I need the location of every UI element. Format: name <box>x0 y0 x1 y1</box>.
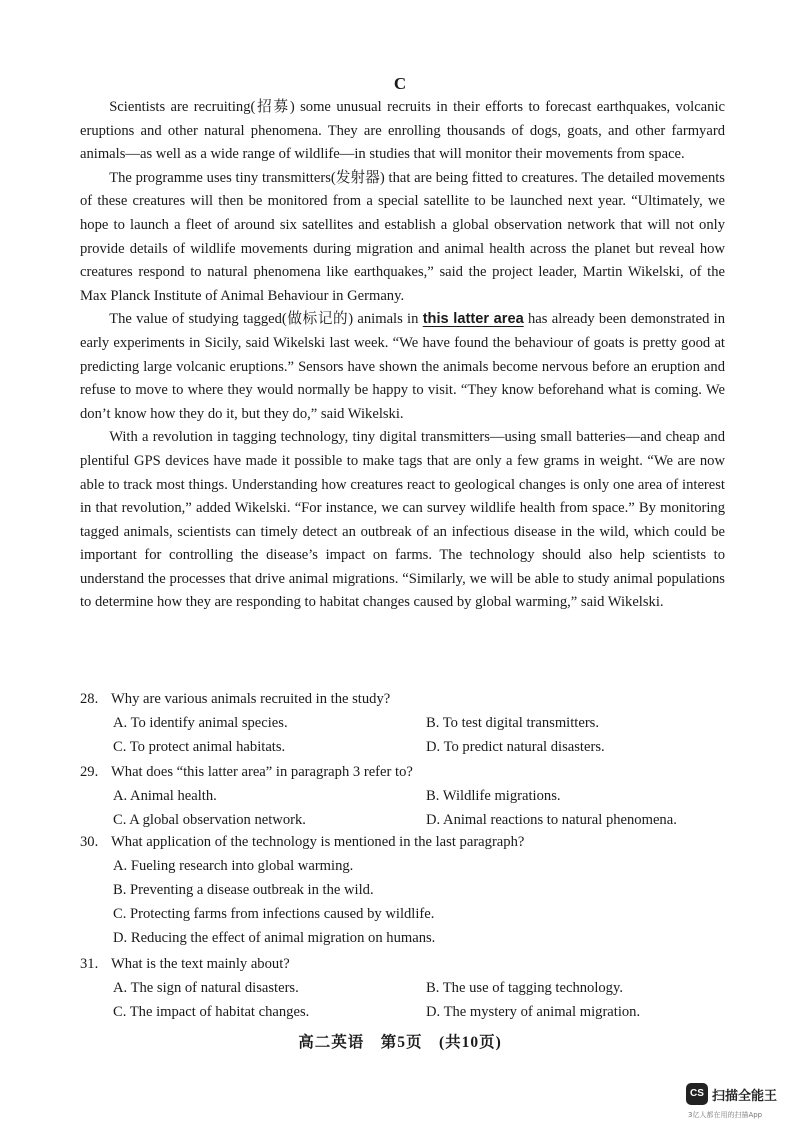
paragraph-3 <box>80 308 725 426</box>
option-c[interactable]: C. Protecting farms from infections caused by wildlife. <box>113 906 435 922</box>
option-d[interactable]: D. Animal reactions to natural phenomena. <box>426 812 677 828</box>
option-d[interactable]: D. The mystery of animal migration. <box>426 1004 641 1020</box>
paragraph-4: With a revolution in tagging technology, tiny digital transmitters—using small batteries—and cheap and plentiful GPS devices have made it possible to make tags that are only a few grams in weight. “We are now able to track most things. Understanding how creatures react to geological changes is only one area of interest in that revolution,” added Wikelski. “For instance, we can survey wildlife health from space.” By monitoring tagged animals, scientists can timely detect an outbreak of an infectious disease in the wild, which could be important for controlling the disease’s impact on farms. The technology should also help scientists to understand the processes that drive animal migrations. “Similarly, we will be able to study animal populations to determine how they are responding to habitat changes caused by global warming,” said Wikelski. <box>80 429 725 611</box>
option-c[interactable]: C. The impact of habitat changes. <box>113 1004 310 1020</box>
watermark-app-name: 扫描全能王 <box>712 1089 778 1104</box>
question-number: 31. <box>80 956 99 972</box>
option-d[interactable]: D. Reducing the effect of animal migration on humans. <box>113 930 436 946</box>
option-b[interactable]: B. Wildlife migrations. <box>426 788 561 804</box>
paragraph-3-after: has already been demonstrated in early experiments in Sicily, said Wikelski last week. “We have found the behaviour of goats is pretty good at predicting large volcanic eruptions.” Sensors have shown the animals become nervous before an eruption and refuse to move to where they would normally be happy to visit. “They know beforehand what is coming. We don’t know how they do it, but they do,” said Wikelski. <box>80 311 725 422</box>
paragraph-1: Scientists are recruiting(招募) some unusual recruits in their efforts to forecast earthquakes, volcanic eruptions and other natural phenomena. They are enrolling thousands of dogs, goats, and other farmyard animals—as well as a wide range of wildlife—in studies that will monitor their movements from space. <box>80 99 725 163</box>
scanner-watermark <box>686 1083 796 1123</box>
question-stem <box>80 830 730 854</box>
reading-passage <box>80 96 725 615</box>
option-c[interactable]: C. To protect animal habitats. <box>113 739 286 755</box>
question-stem <box>80 687 730 711</box>
option-a[interactable]: A. Animal health. <box>113 788 217 804</box>
question-stem <box>80 760 730 784</box>
question-number: 28. <box>80 691 99 707</box>
paragraph-2: The programme uses tiny transmitters(发射器) that are being fitted to creatures. The detailed movements of these creatures will then be monitored from a special satellite to be launched next year. “Ultimately, we hope to launch a fleet of around six satellites and establish a global observation network that will not only provide details of wildlife movements during migration and animal health across the planet but reveal how creatures respond to natural phenomena like earthquakes,” said the project leader, Martin Wikelski, of the Max Planck Institute of Animal Behaviour in Germany. <box>80 169 725 304</box>
camscanner-logo-icon: CS <box>686 1083 708 1105</box>
option-b[interactable]: B. Preventing a disease outbreak in the wild. <box>113 882 374 898</box>
option-a[interactable]: A. Fueling research into global warming. <box>113 858 354 874</box>
question-29 <box>80 760 730 832</box>
question-text: Why are various animals recruited in the study? <box>111 691 391 707</box>
question-number: 30. <box>80 834 99 850</box>
question-text: What does “this latter area” in paragraph 3 refer to? <box>111 764 413 780</box>
question-stem <box>80 952 730 976</box>
option-c[interactable]: C. A global observation network. <box>113 812 306 828</box>
option-d[interactable]: D. To predict natural disasters. <box>426 739 605 755</box>
question-text: What application of the technology is mentioned in the last paragraph? <box>111 834 525 850</box>
watermark-tagline: 3亿人都在用的扫描App <box>688 1111 763 1119</box>
option-a[interactable]: A. To identify animal species. <box>113 715 288 731</box>
page-footer: 高二英语 第5页 (共10页) <box>298 1034 502 1051</box>
question-31 <box>80 952 730 1024</box>
question-number: 29. <box>80 764 99 780</box>
paragraph-3-before: The value of studying tagged(做标记的) animals in <box>109 311 423 328</box>
question-28 <box>80 687 730 759</box>
option-b[interactable]: B. The use of tagging technology. <box>426 980 623 996</box>
section-letter: C <box>393 74 407 93</box>
option-b[interactable]: B. To test digital transmitters. <box>426 715 600 731</box>
underlined-phrase: this latter area <box>422 311 524 328</box>
question-text: What is the text mainly about? <box>111 956 290 972</box>
option-a[interactable]: A. The sign of natural disasters. <box>113 980 299 996</box>
question-30 <box>80 830 730 950</box>
